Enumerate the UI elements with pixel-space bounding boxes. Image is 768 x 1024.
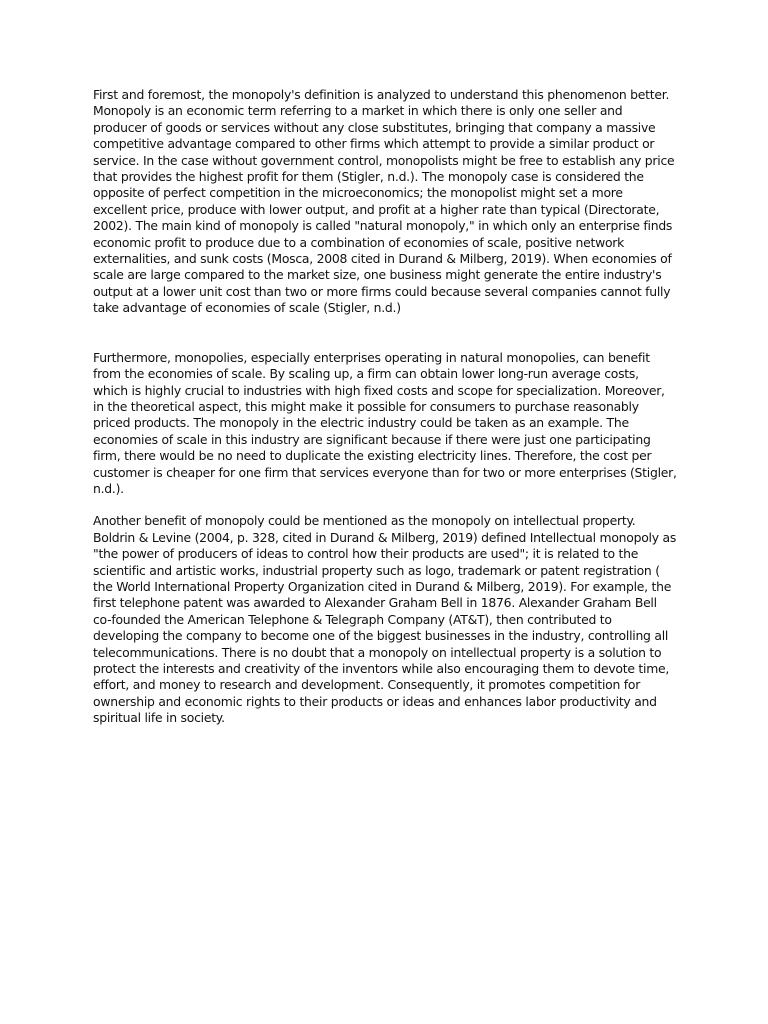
paragraph-monopoly-definition: First and foremost, the monopoly's definition is analyzed to understand this phenomenon better. Monopoly is an economic term referring to a market in which there is only one seller and producer of goods or services without any close substitutes, bringing that company a massive competitive advantage compared to other firms which attempt to provide a similar product or service. In the case without government control, monopolists might be free to establish any price that provides the highest profit for them (Stigler, n.d.). The monopoly case is considered the opposite of perfect competition in the microeconomics; the monopolist might set a more excellent price, produce with lower output, and profit at a higher rate than typical (Directorate, 2002). The main kind of monopoly is called "natural monopoly," in which only an enterprise finds economic profit to produce due to a combination of economies of scale, positive network externalities, and sunk costs (Mosca, 2008 cited in Durand & Milberg, 2019). When economies of scale are large compared to the market size, one business might generate the entire industry's output at a lower unit cost than two or more firms could because several companies cannot fully take advantage of economies of scale (Stigler, n.d.) xyxy=(93,87,675,316)
paragraph-economies-of-scale: Furthermore, monopolies, especially enterprises operating in natural monopolies, can benefit from the economies of scale. By scaling up, a firm can obtain lower long-run average costs, which is highly crucial to industries with high fixed costs and scope for specialization. Moreover, in the theoretical aspect, this might make it possible for consumers to purchase reasonably priced products. The monopoly in the electric industry could be taken as an example. The economies of scale in this industry are significant because if there were just one participating firm, there would be no need to duplicate the existing electricity lines. Therefore, the cost per customer is cheaper for one firm that services everyone than for two or more enterprises (Stigler, n.d.). xyxy=(93,349,677,496)
paragraph-intellectual-property: Another benefit of monopoly could be mentioned as the monopoly on intellectual property. Boldrin & Levine (2004, p. 328, cited in Durand & Milberg, 2019) defined Intellectual monopoly as "the power of producers of ideas to control how their products are used"; it is related to the scientific and artistic works, industrial property such as logo, trademark or patent registration ( the World International Property Organization cited in Durand & Milberg, 2019). For example, the first telephone patent was awarded to Alexander Graham Bell in 1876. Alexander Graham Bell co-founded the American Telephone & Telegraph Company (AT&T), then contributed to developing the company to become one of the biggest businesses in the industry, controlling all telecommunications. There is no doubt that a monopoly on intellectual property is a solution to protect the interests and creativity of the inventors while also encouraging them to devote time, effort, and money to research and development. Consequently, it promotes competition for ownership and economic rights to their products or ideas and enhances labor productivity and spiritual life in society. xyxy=(93,513,677,726)
document-body xyxy=(93,87,677,727)
